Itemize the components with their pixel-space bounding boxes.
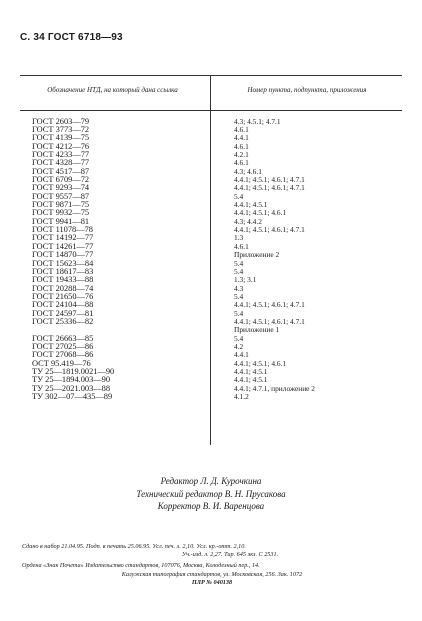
imprint-line-1: Сдано в набор 21.04.95. Подп. в печать 25.06.95. Усл. печ. л. 2,10. Усл. кр.-отт. 2,10. (22, 543, 246, 550)
doc-designation: ГОСТ 24104—88 (32, 300, 94, 310)
doc-designation: ГОСТ 21650—76 (32, 291, 94, 301)
tech-editor-line: Технический редактор В. Н. Прусакова (136, 488, 286, 499)
doc-designation: ГОСТ 9293—74 (32, 183, 90, 193)
clause-reference: 4.3; 4.6.1 (234, 166, 262, 176)
clause-reference: 4.6.1 (234, 141, 249, 151)
doc-designation: ГОСТ 15623—84 (32, 258, 94, 268)
clause-reference: 4.3; 4.4.2 (234, 216, 262, 226)
doc-designation: ГОСТ 4517—87 (32, 166, 90, 176)
clause-reference: 5.4 (234, 291, 244, 301)
doc-designation: ГОСТ 19433—88 (32, 275, 94, 285)
clause-reference: 5.4 (234, 191, 244, 201)
doc-designation: ГОСТ 9941—81 (32, 216, 90, 226)
clause-reference: 4.4.1; 4.5.1; 4.6.1; 4.7.1 (234, 316, 305, 326)
clause-reference: 4.4.1; 4.7.1, приложение 2 (234, 383, 315, 393)
clause-reference: 4.4.1; 4.5.1; 4.6.1; 4.7.1 (234, 225, 305, 235)
doc-designation: ГОСТ 18617—83 (32, 266, 94, 276)
page-header: С. 34 ГОСТ 6718—93 (20, 32, 123, 43)
imprint-line-3: Ордена «Знак Почета» Издательство стандартов, 107076, Москва, Колодезный пер., 14. (22, 562, 260, 570)
clause-reference: Приложение 2 (234, 250, 280, 260)
doc-designation: ТУ 302—07—435—89 (32, 392, 113, 402)
clause-reference: 4.4.1; 4.5.1 (234, 375, 268, 385)
clause-reference: 5.4 (234, 333, 244, 343)
doc-designation: ГОСТ 11078—78 (32, 225, 93, 235)
doc-designation: ГОСТ 24597—81 (32, 308, 94, 318)
doc-designation: ГОСТ 4212—76 (32, 141, 90, 151)
clause-reference: 4.3 (234, 283, 244, 293)
doc-designation: ГОСТ 27025—86 (32, 341, 94, 351)
clause-reference: 4.6.1 (234, 158, 249, 168)
doc-designation: ГОСТ 14192—77 (32, 233, 94, 243)
table-top-rule (20, 75, 402, 76)
table-header-rule (20, 110, 402, 111)
table-row (20, 392, 402, 400)
clause-reference: 5.4 (234, 258, 244, 268)
doc-designation: ОСТ 95.419—76 (32, 358, 91, 368)
imprint (22, 543, 402, 587)
doc-designation: ГОСТ 14870—77 (32, 250, 94, 260)
doc-designation: ГОСТ 14261—77 (32, 241, 94, 251)
clause-reference: 4.4.1; 4.5.1; 4.6.1; 4.7.1 (234, 175, 305, 185)
doc-designation: ТУ 25—2021.003—88 (32, 383, 111, 393)
editor-line: Редактор Л. Д. Курочкина (160, 476, 262, 486)
credits (0, 475, 422, 513)
clause-reference: 4.2.1 (234, 150, 249, 160)
proofreader-line: Корректор В. И. Варенцова (157, 501, 265, 511)
doc-designation: ГОСТ 2603—79 (32, 116, 90, 126)
clause-reference: 4.4.1 (234, 350, 249, 360)
doc-designation: ГОСТ 9932—75 (32, 208, 90, 218)
doc-designation: ТУ 25—1894.003—90 (32, 375, 111, 385)
reference-table (20, 75, 402, 450)
clause-reference: 4.4.1; 4.5.1; 4.6.1; 4.7.1 (234, 300, 305, 310)
clause-reference: 4.4.1 (234, 133, 249, 143)
doc-designation: ГОСТ 6709—72 (32, 175, 90, 185)
clause-reference: 4.6.1 (234, 125, 249, 135)
doc-designation: ГОСТ 26663—85 (32, 333, 94, 343)
doc-designation: ГОСТ 9871—75 (32, 200, 90, 210)
doc-designation: ГОСТ 9557—87 (32, 191, 90, 201)
doc-designation: ГОСТ 25336—82 (32, 316, 94, 326)
clause-reference: 1.3 (234, 233, 244, 243)
doc-designation: ТУ 25—1819.0021—90 (32, 366, 115, 376)
doc-designation: ГОСТ 3773—72 (32, 125, 90, 135)
clause-reference: 4.3; 4.5.1; 4.7.1 (234, 116, 281, 126)
clause-reference: Приложение 1 (234, 325, 280, 335)
clause-reference: 4.4.1; 4.5.1 (234, 200, 268, 210)
clause-reference: 5.4 (234, 308, 244, 318)
clause-reference: 4.6.1 (234, 241, 249, 251)
doc-designation: ГОСТ 4233—77 (32, 150, 90, 160)
imprint-line-2: Уч.-изд. л. 2,27. Тир. 645 экз. С 2531. (182, 551, 279, 559)
clause-reference: 1.3; 3.1 (234, 275, 257, 285)
col-doc-header: Обозначение НТД, на который дана ссылка (47, 86, 178, 94)
imprint-line-4: Калужская типография стандартов, ул. Московская, 256. Зак. 1072 (121, 570, 303, 578)
clause-reference: 4.4.1; 4.5.1 (234, 366, 268, 376)
clause-reference: 4.1.2 (234, 392, 249, 402)
doc-designation: ГОСТ 27068—86 (32, 350, 94, 360)
col-ref-header: Номер пункта, подпункта, приложения (247, 86, 367, 94)
doc-designation: ГОСТ 4139—75 (32, 133, 90, 143)
clause-reference: 4.4.1; 4.5.1; 4.6.1 (234, 208, 287, 218)
doc-designation: ГОСТ 20288—74 (32, 283, 94, 293)
clause-reference: 4.2 (234, 341, 244, 351)
clause-reference: 5.4 (234, 266, 244, 276)
clause-reference: 4.4.1; 4.5.1; 4.6.1; 4.7.1 (234, 183, 305, 193)
clause-reference: 4.4.1; 4.5.1; 4.6.1 (234, 358, 287, 368)
imprint-line-5: ПЛР № 040138 (191, 578, 233, 586)
doc-designation: ГОСТ 4328—77 (32, 158, 90, 168)
table-body (20, 117, 402, 401)
